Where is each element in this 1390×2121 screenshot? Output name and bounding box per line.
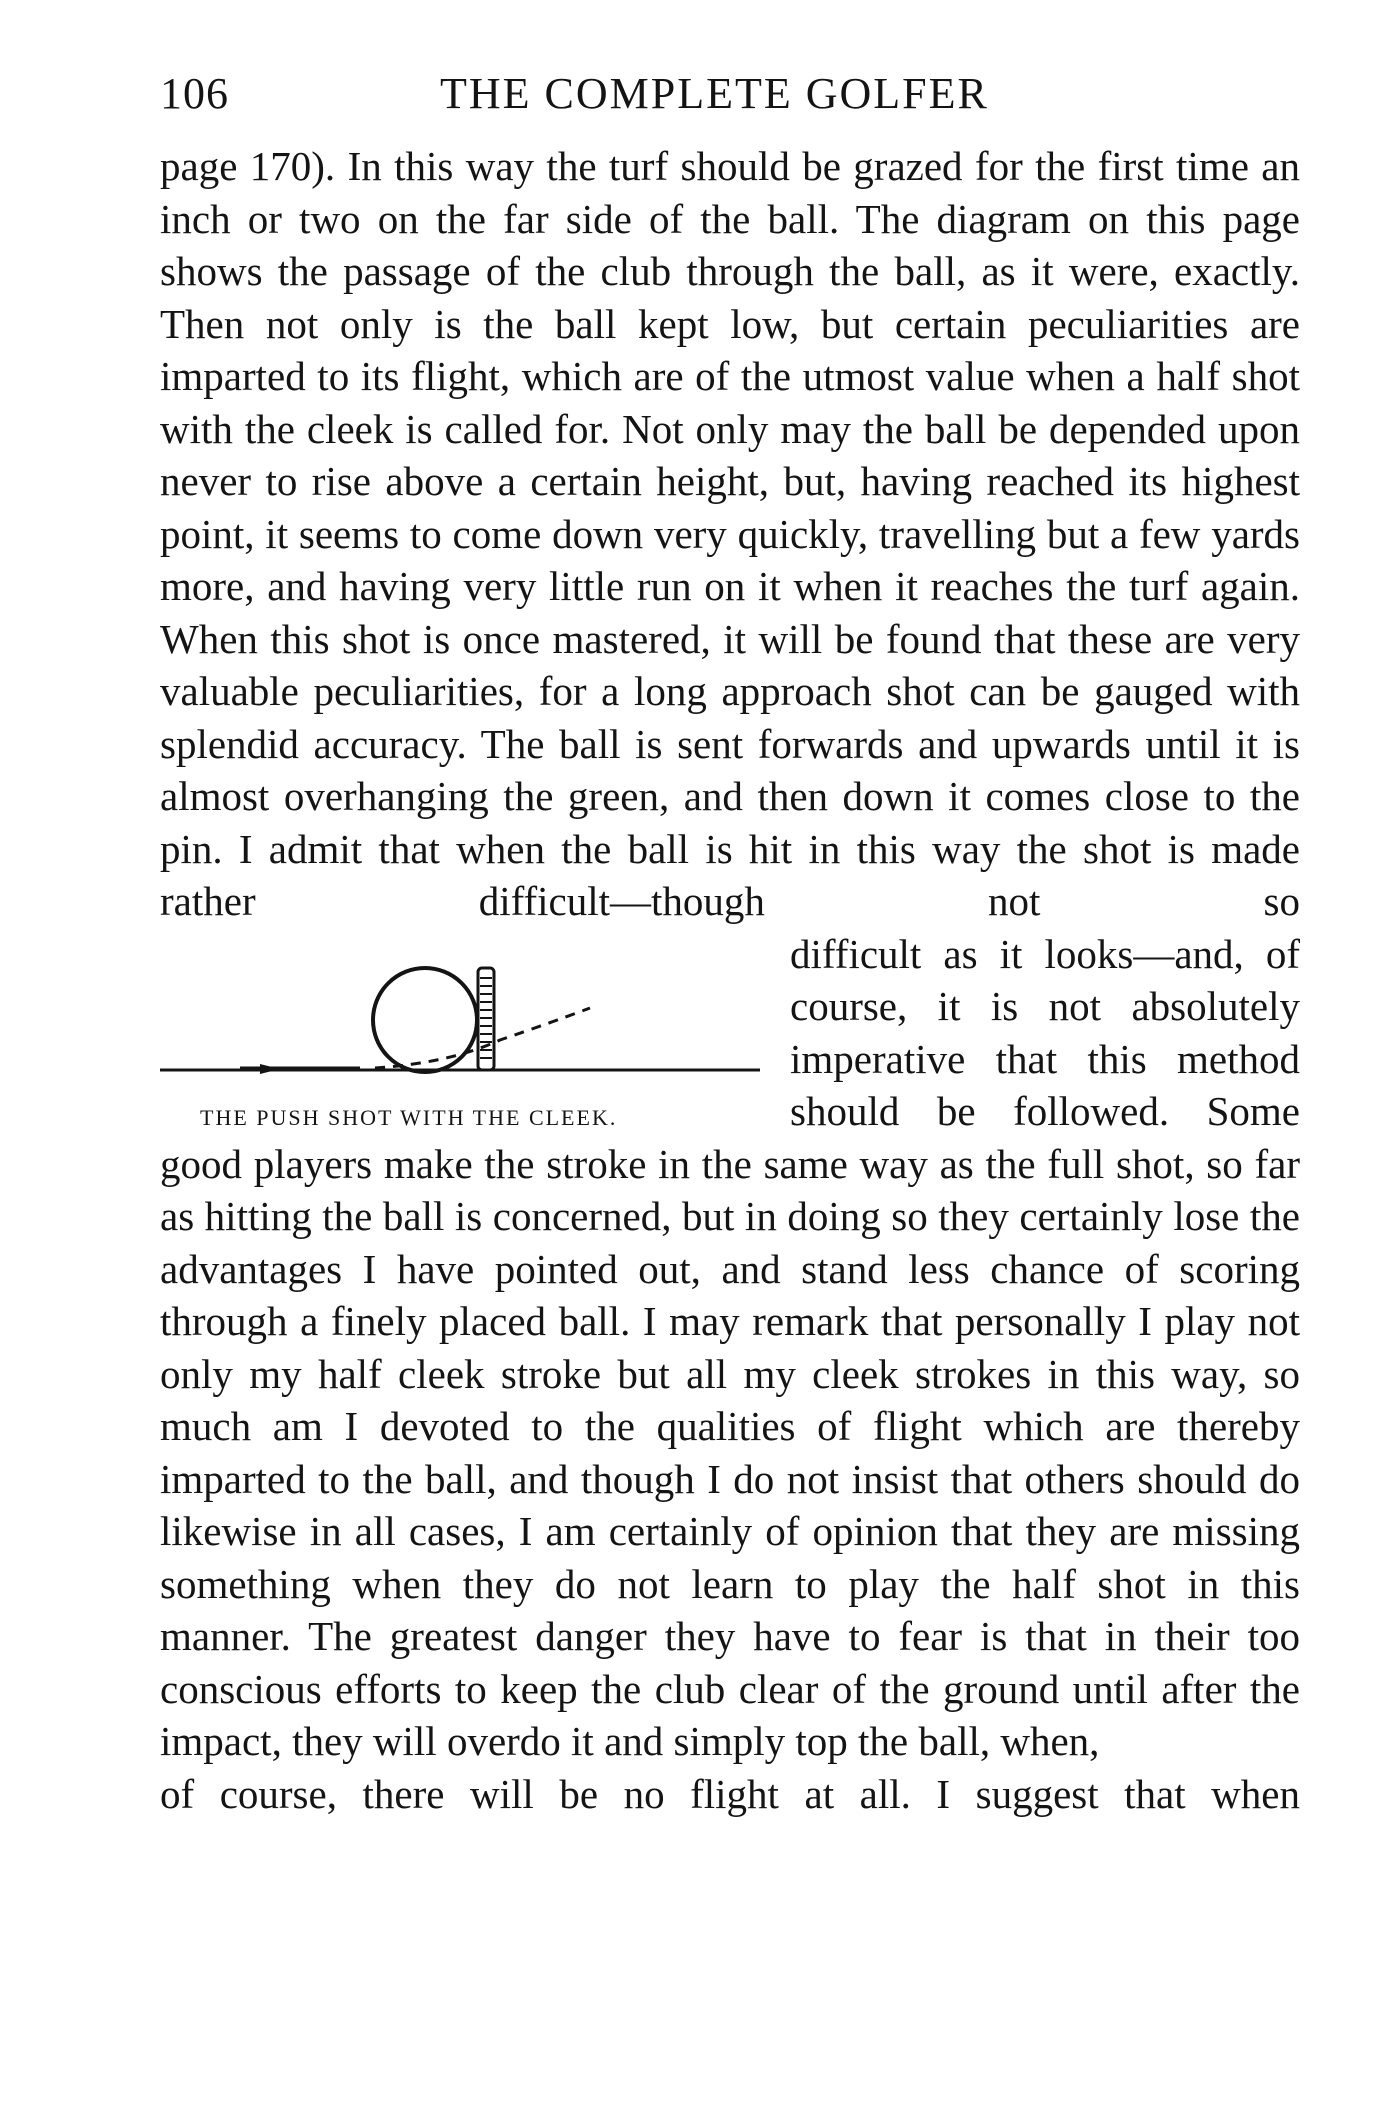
running-head bbox=[160, 50, 1300, 140]
side-text bbox=[760, 928, 1300, 1138]
figure-caption: THE PUSH SHOT WITH THE CLEEK. bbox=[200, 1104, 618, 1130]
side-line: imperative that this method bbox=[790, 1035, 1300, 1082]
paragraph-bottom-text: good players make the stroke in the same way as the full shot, so far as hitting the ball is concerned, but in doing so they certainly lose the advantages I have pointed out, and stand less chance of scoring through a finely placed ball. I may remark that personally I play not only my half cleek stroke but all my cleek strokes in this way, so much am I devoted to the qualities of flight which are thereby imparted to the ball, and though I do not insist that others should do likewise in all cases, I am certainly of opinion that they are missing something when they do not learn to play the half shot in this manner. The greatest danger they have to fear is that in their too conscious efforts to keep the club clear of the ground until after the impact, they will overdo it and simply top the ball, when, bbox=[160, 1140, 1300, 1764]
paragraph-bottom bbox=[160, 1138, 1300, 1821]
figure-row bbox=[160, 928, 1300, 1138]
side-line: difficult as it looks—and, of bbox=[790, 930, 1300, 977]
push-shot-diagram bbox=[160, 928, 760, 1138]
side-line: course, it is not absolutely bbox=[790, 983, 1300, 1029]
golf-ball bbox=[373, 968, 477, 1072]
paragraph-top: page 170). In this way the turf should be grazed for the first time an inch or two on the far side of the ball. The diagram on this page shows the passage of the club through the ball, as it were, exactly. Then not only is the ball kept low, but certain peculiarities are imparted to its flight, which are of the utmost value when a half shot with the cleek is called for. Not only may the ball be depended upon never to rise above a certain height, but, having reached its highest point, it seems to come down very quickly, travelling but a few yards more, and having very little run on it when it reaches the turf again. When this shot is once mastered, it will be found that these are very valuable peculiarities, for a long approach shot can be gauged with splendid accuracy. The ball is sent forwards and upwards until it is almost overhanging the green, and then down it comes close to the pin. I admit that when the ball is hit in this way the shot is made rather difficult—though not so bbox=[160, 143, 1300, 924]
book-page bbox=[160, 50, 1300, 2090]
body-text bbox=[160, 140, 1300, 1820]
side-line: should be followed. Some bbox=[790, 1088, 1300, 1134]
page-number: 106 bbox=[160, 69, 229, 118]
direction-arrow bbox=[260, 1064, 280, 1074]
paragraph-last-line: of course, there will be no flight at all. I suggest that when bbox=[160, 1770, 1300, 1817]
running-title: THE COMPLETE GOLFER bbox=[440, 69, 989, 118]
